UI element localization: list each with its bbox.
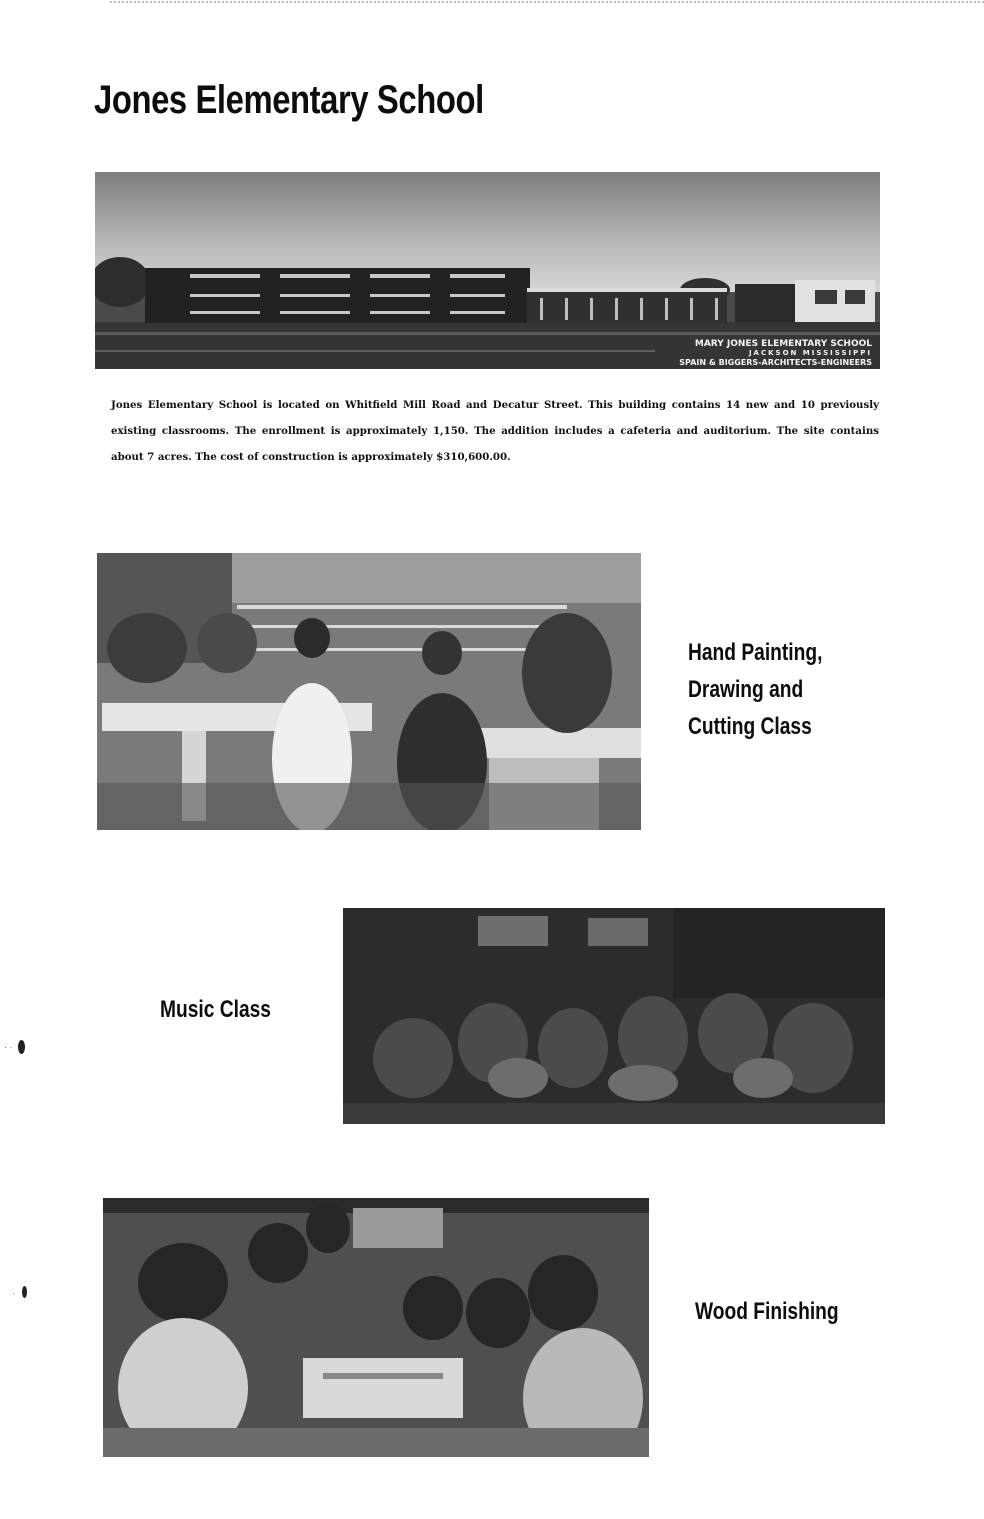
art-class-caption: Hand Painting, Drawing and Cutting Class [688,639,823,740]
margin-speck: · · [4,1042,13,1052]
top-dotted-border [110,1,984,3]
music-class-photo [343,908,885,1124]
margin-mark [18,1040,25,1054]
page-title: Jones Elementary School [94,78,484,122]
margin-speck-lower: · [12,1288,15,1298]
building-label: MARY JONES ELEMENTARY SCHOOL JACKSON MISSISSIPPI SPAIN & BIGGERS-ARCHITECTS-ENGINEERS [679,339,872,367]
building-photo [95,172,880,369]
school-description: Jones Elementary School is located on Whitfield Mill Road and Decatur Street. This building contains 14 new and 10 previously existing classrooms. The enrollment is approximately 1,150. The addition includes a cafeteria and auditorium. The site contains about 7 acres. The cost of construction is approximately $310,600.00. [111,399,879,463]
art-class-photo [97,553,641,830]
wood-finishing-photo [103,1198,649,1457]
wood-finishing-caption: Wood Finishing [695,1298,839,1325]
music-class-caption: Music Class [160,996,271,1023]
margin-mark-lower [22,1286,27,1298]
